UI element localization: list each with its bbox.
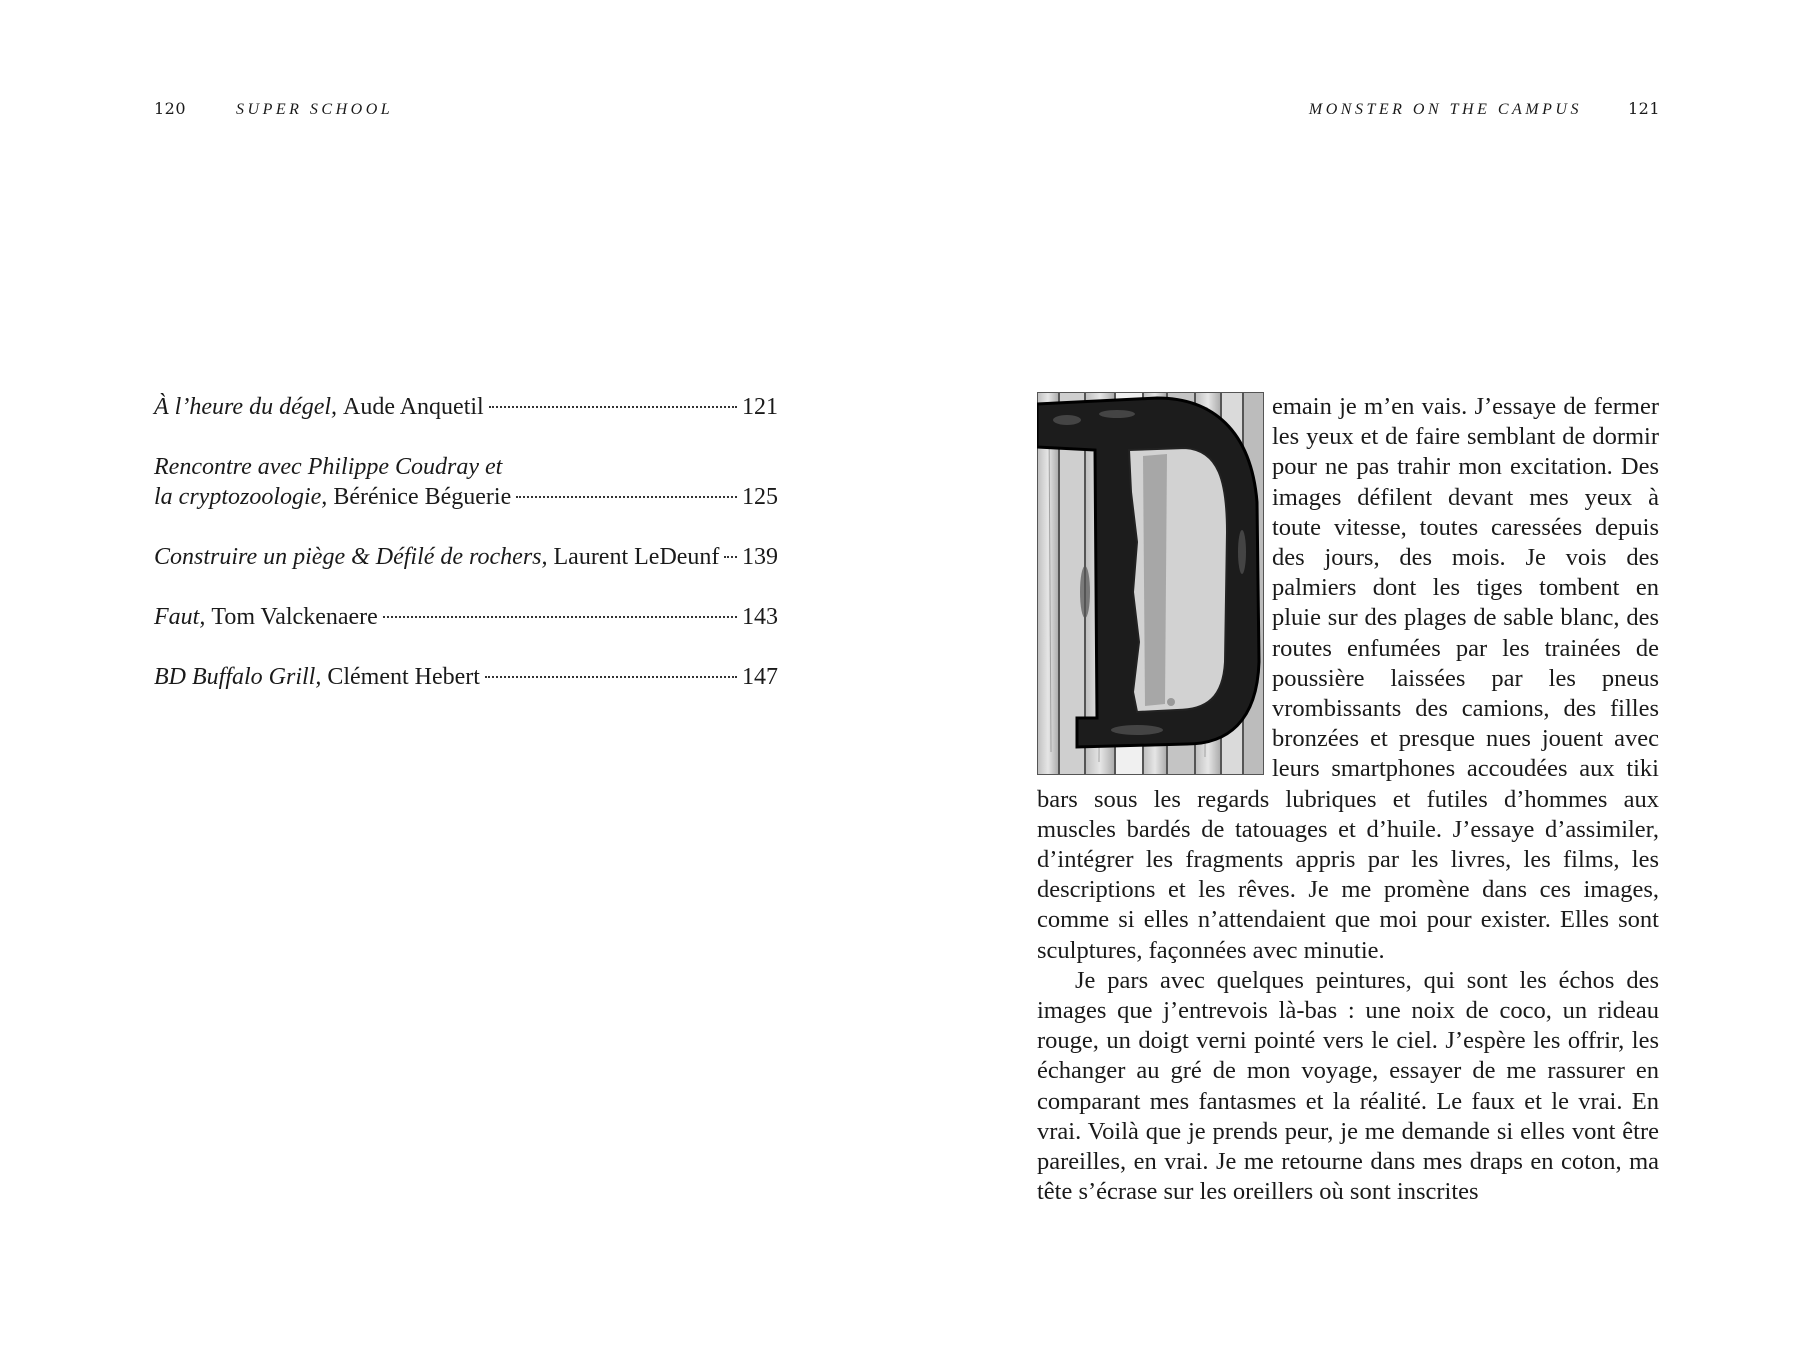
- drop-cap-image: [1037, 392, 1264, 775]
- dot-leader: [489, 406, 737, 408]
- dot-leader: [383, 616, 737, 618]
- paragraph-2: Je pars avec quelques peintures, qui sont les échos des images que j’entrevois là-bas : une noix de coco, un rideau rouge, un doigt verni pointé vers le ciel. J’espère les offrir, les échanger au gré de mon voyage, essayer de me rassurer en comparant mes fantasmes et la réalité. Le faux et le vrai. En vrai. Voilà que je prends peur, je me demande si elles vont être pareilles, en vrai. Je me retourne dans mes draps en coton, ma tête s’écrase sur les oreillers où sont inscrites: [1037, 966, 1659, 1206]
- chapter-body-text: [1037, 392, 1659, 1207]
- running-head-right: [1309, 99, 1660, 120]
- toc-entry-page: 121: [742, 394, 778, 420]
- toc-entry-page: 147: [742, 664, 778, 690]
- drop-cap-wood-letter-d: [1037, 392, 1264, 775]
- running-head-left: [154, 99, 393, 120]
- page-number-right: 121: [1627, 99, 1660, 118]
- toc-entry: [154, 452, 778, 512]
- dot-leader: [485, 676, 737, 678]
- toc-entry-page: 143: [742, 604, 778, 630]
- toc-entry-title: À l’heure du dégel,: [154, 394, 338, 420]
- toc-entry-title: Faut,: [154, 604, 206, 630]
- toc-entry-page: 139: [742, 544, 778, 570]
- toc-entry-author: Laurent LeDeunf: [553, 544, 720, 570]
- toc-entry-author: Clément Hebert: [327, 664, 480, 690]
- dot-leader: [516, 496, 737, 498]
- toc-entry: [154, 602, 778, 632]
- toc-entry: [154, 542, 778, 572]
- toc-entry: [154, 662, 778, 692]
- book-title-left: SUPER SCHOOL: [236, 101, 394, 118]
- toc-entry-title: la cryptozoologie,: [154, 484, 328, 510]
- toc-entry: [154, 392, 778, 422]
- toc-entry-page: 125: [742, 484, 778, 510]
- table-of-contents: [154, 392, 778, 722]
- toc-entry-author: Aude Anquetil: [343, 394, 484, 420]
- chapter-title-right: MONSTER ON THE CAMPUS: [1308, 101, 1582, 118]
- toc-entry-author: Bérénice Béguerie: [333, 484, 512, 510]
- paragraph-1: emain je m’en vais. J’essaye de fermer les yeux et de faire semblant de dormir pour ne pas trahir mon excitation. Des images défilent devant mes yeux à toute vitesse, toutes caressées depuis des jours, des mois. Je vois des palmiers dont les tiges tombent en pluie sur des plages de sable blanc, des routes enfumées par les trainées de poussière laissées par les pneus vrombissants des camions, des filles bronzées et presque nues jouent avec leurs smartphones accoudées aux tiki bars sous les regards lubriques et futiles d’hommes aux muscles bardés de tatouages et d’huile. J’essaye d’assimiler, d’intégrer les fragments appris par les livres, les films, les descriptions et les rêves. Je me promène dans ces images, comme si elles n’attendaient que moi pour exister. Elles sont sculptures, façonnées avec minutie.: [1037, 393, 1659, 964]
- toc-entry-title: Construire un piège & Défilé de rochers,: [154, 544, 548, 570]
- page-number-left: 120: [154, 99, 187, 118]
- toc-entry-title: BD Buffalo Grill,: [154, 664, 322, 690]
- dot-leader: [724, 556, 737, 558]
- toc-entry-title-line1: Rencontre avec Philippe Coudray et: [154, 454, 503, 480]
- toc-entry-author: Tom Valckenaere: [211, 604, 378, 630]
